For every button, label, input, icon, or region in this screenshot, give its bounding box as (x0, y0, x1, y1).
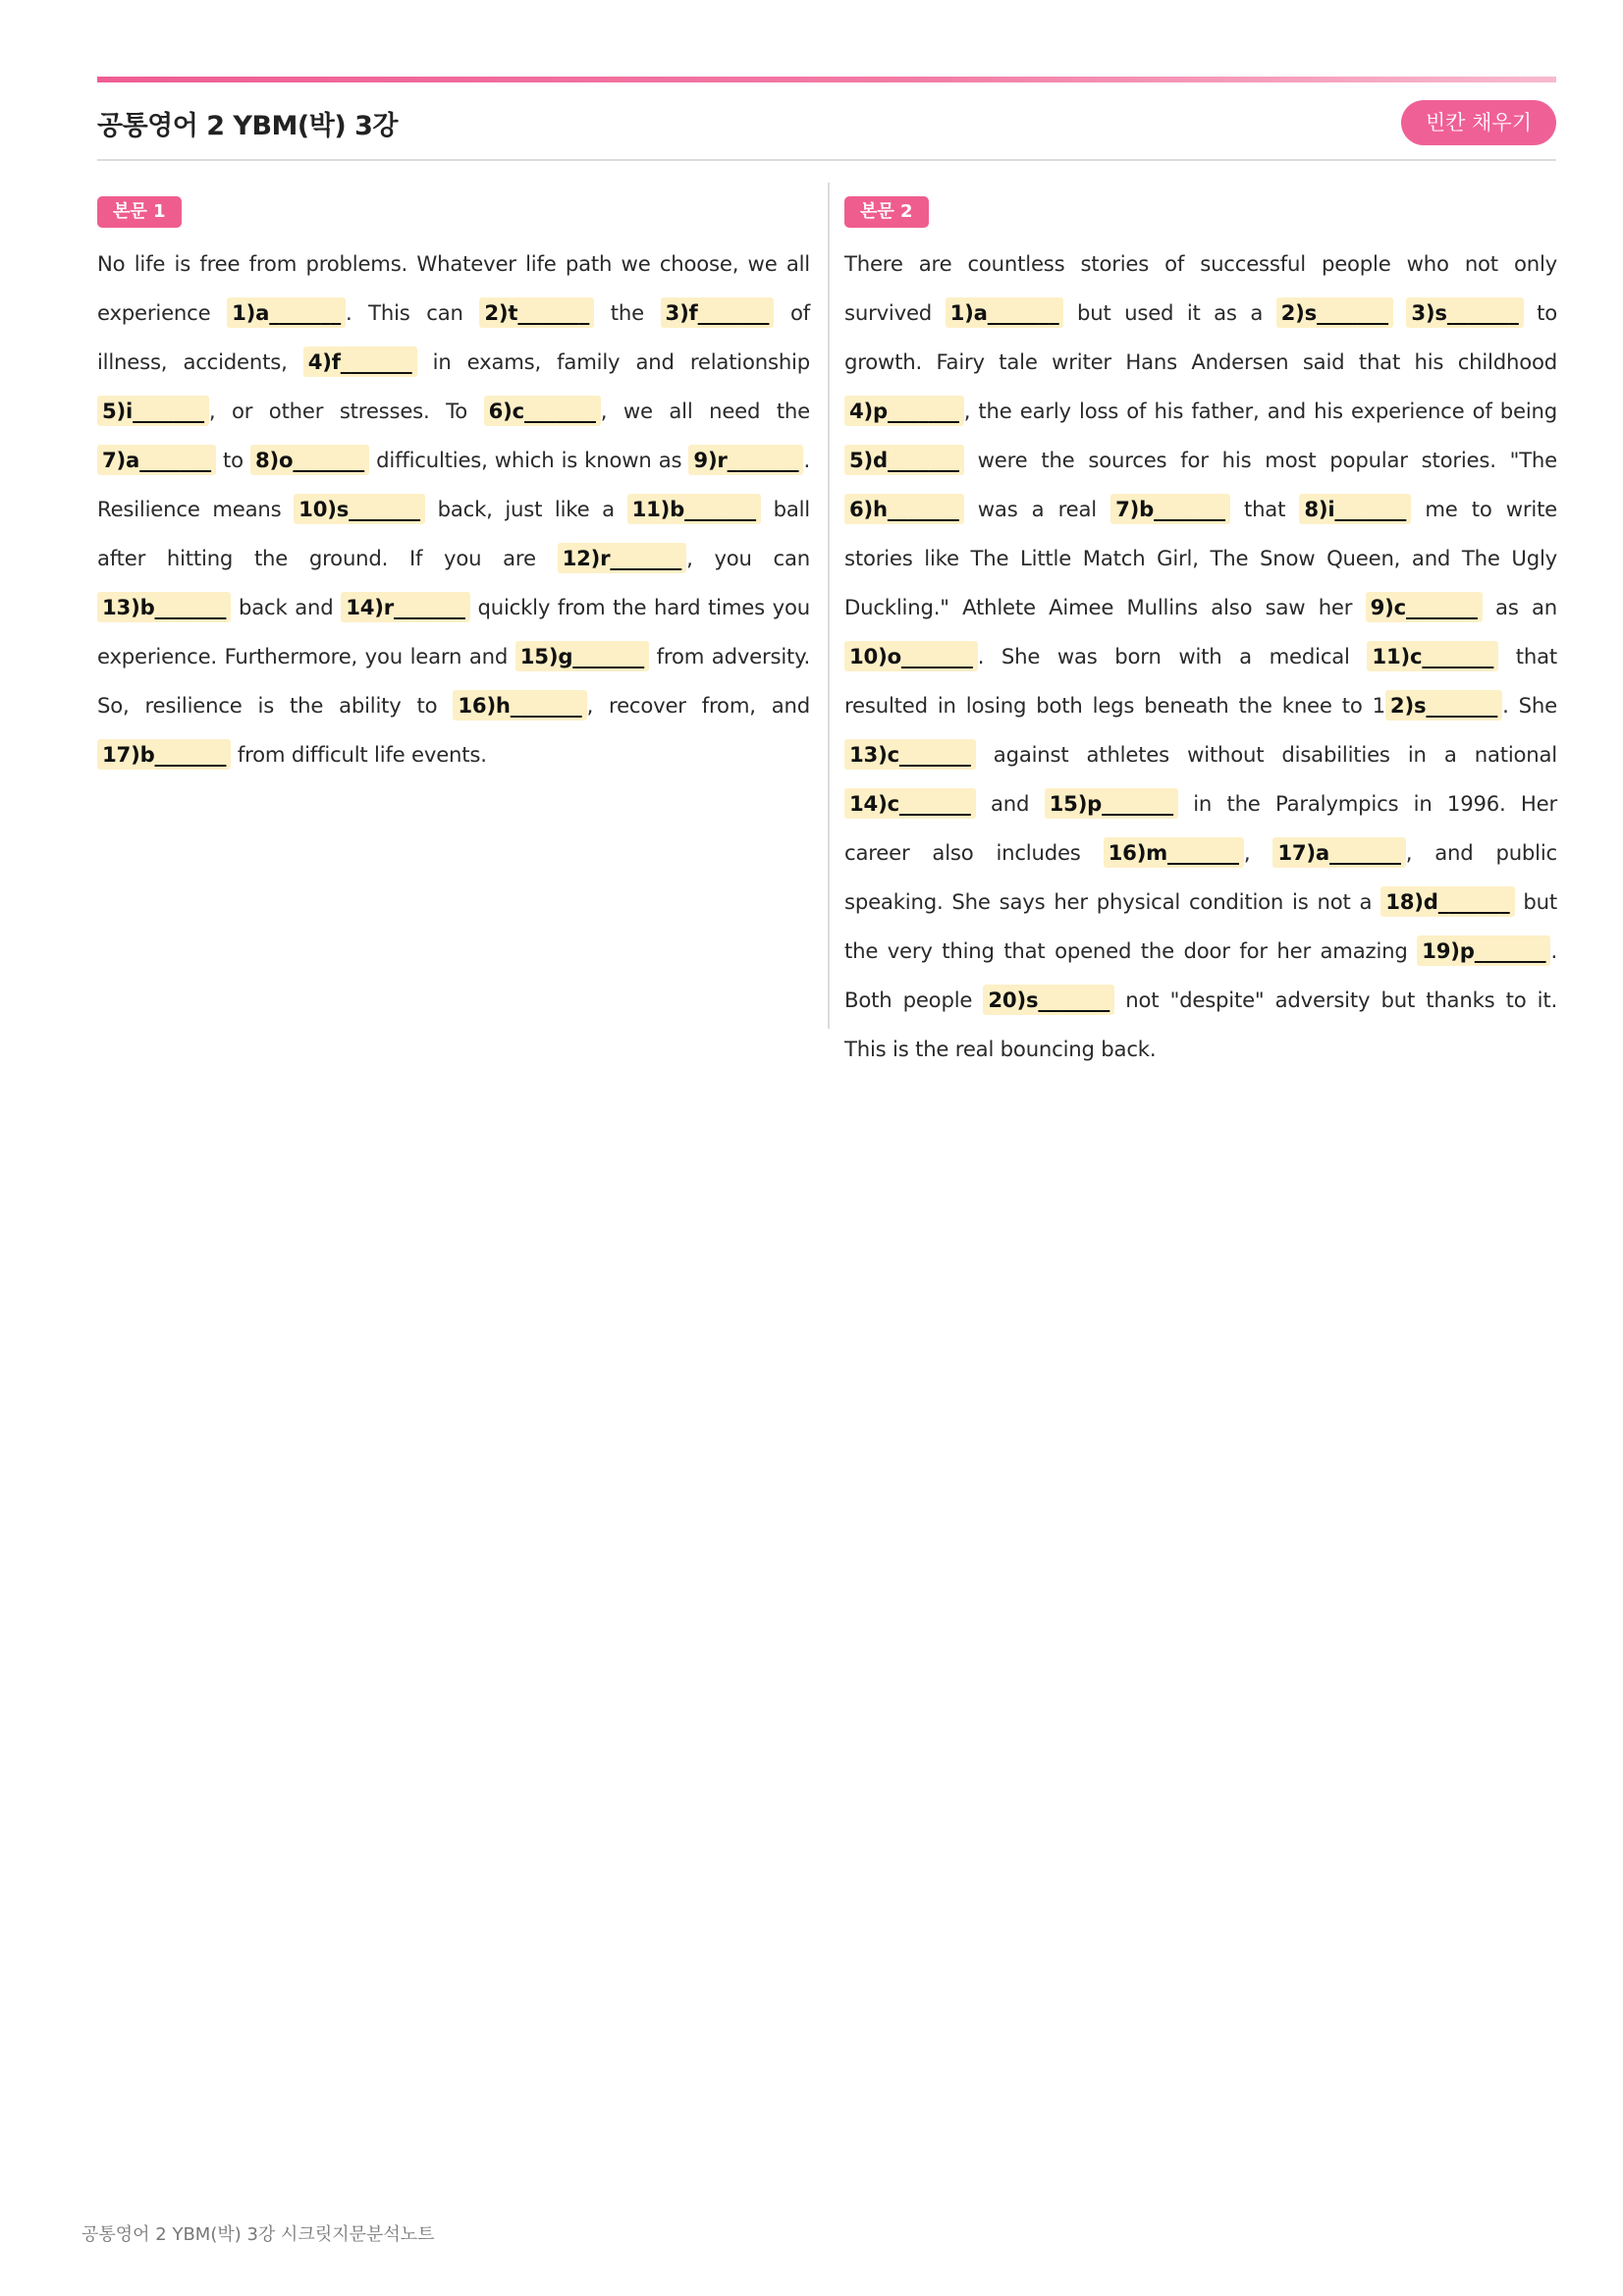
page-footer: 공통영어 2 YBM(박) 3강 시크릿지문분석노트 (81, 2224, 435, 2245)
passage-text: but the very thing that opened the door for her amazing (844, 889, 1557, 963)
blank-field[interactable]: 2)s_______ (1385, 690, 1502, 721)
passage-text: the (594, 300, 661, 325)
section-2 (844, 196, 1557, 1095)
blank-field[interactable]: 11)b_______ (627, 494, 761, 524)
blank-field[interactable]: 3)f_______ (661, 297, 775, 328)
passage-text: were the sources for his most popular stories. "The (963, 448, 1557, 472)
blank-field[interactable]: 6)h_______ (844, 494, 964, 524)
section-badge: 본문 2 (844, 196, 929, 228)
blank-field[interactable]: 17)a_______ (1272, 837, 1405, 868)
passage-text: quickly from the hard times you experience. Furthermore, you learn and (97, 595, 811, 668)
passage-text: , (1243, 840, 1273, 865)
blank-field[interactable]: 16)m_______ (1104, 837, 1244, 868)
blank-field[interactable]: 5)i_______ (97, 396, 209, 426)
blank-field[interactable]: 15)g_______ (515, 641, 649, 671)
blank-field[interactable]: 10)s_______ (294, 494, 425, 524)
blank-field[interactable]: 8)o_______ (250, 445, 369, 475)
fill-in-blank-button[interactable]: 빈칸 채우기 (1401, 100, 1556, 145)
blank-field[interactable]: 13)c_______ (844, 739, 976, 770)
header-accent-bar (97, 77, 1556, 82)
blank-field[interactable]: 2)t_______ (479, 297, 594, 328)
passage-text: from difficult life events. (231, 742, 487, 767)
passage-text: not "despite" adversity but thanks to it. This is the real bouncing back. (844, 988, 1558, 1061)
passage-text: . This can (345, 300, 480, 325)
passage-text: , we all need the (600, 399, 810, 423)
blank-field[interactable]: 16)h_______ (453, 690, 586, 721)
passage-text: of illness, accidents, (97, 300, 810, 374)
passage-text: to (215, 448, 250, 472)
blank-field[interactable]: 4)f_______ (303, 347, 417, 377)
passage-text: in exams, family and relationship (416, 349, 810, 374)
blank-field[interactable]: 4)p_______ (844, 396, 964, 426)
page-header (97, 96, 1556, 161)
blank-field[interactable]: 19)p_______ (1417, 935, 1550, 966)
blank-field[interactable]: 7)b_______ (1110, 494, 1230, 524)
blank-field[interactable]: 1)a_______ (946, 297, 1064, 328)
passage-text: . Both people (844, 938, 1557, 1012)
section-2-passage (844, 240, 1557, 1074)
blank-field[interactable]: 8)i_______ (1299, 494, 1411, 524)
blank-field[interactable]: 11)c_______ (1367, 641, 1498, 671)
passage-text: back and (231, 595, 342, 619)
passage-text: and (975, 791, 1045, 816)
passage-text: but used it as a (1063, 300, 1276, 325)
passage-text: There are countless stories of successful people who not only survived (844, 251, 1557, 325)
passage-text: , recover from, and (586, 693, 810, 718)
passage-text: that (1229, 497, 1300, 521)
passage-text: difficulties, which is known as (369, 448, 689, 472)
blank-field[interactable]: 9)c_______ (1366, 592, 1483, 622)
blank-field[interactable]: 17)b_______ (97, 739, 231, 770)
passage-text: from adversity. So, resilience is the ability to (97, 644, 810, 718)
passage-text: , and public speaking. She says her physical condition is not a (844, 840, 1557, 914)
passage-text: back, just like a (424, 497, 627, 521)
blank-field[interactable]: 10)o_______ (844, 641, 978, 671)
passage-text: in the Paralympics in 1996. Her career also includes (844, 791, 1557, 865)
section-1 (97, 196, 810, 800)
blank-field[interactable]: 12)r_______ (558, 543, 687, 573)
passage-text: . Resilience means (97, 448, 810, 521)
blank-field[interactable]: 13)b_______ (97, 592, 231, 622)
blank-field[interactable]: 14)c_______ (844, 788, 976, 819)
passage-text: was a real (963, 497, 1111, 521)
passage-text: as an (1482, 595, 1557, 619)
blank-field[interactable]: 5)d_______ (844, 445, 964, 475)
blank-field[interactable]: 1)a_______ (227, 297, 346, 328)
page-title: 공통영어 2 YBM(박) 3강 (97, 111, 398, 141)
blank-field[interactable]: 7)a_______ (97, 445, 216, 475)
passage-text: No life is free from problems. Whatever life path we choose, we all experience (97, 251, 810, 325)
column-divider (828, 183, 830, 1029)
passage-text: , the early loss of his father, and his experience of being (963, 399, 1557, 423)
blank-field[interactable]: 3)s_______ (1406, 297, 1523, 328)
blank-field[interactable]: 9)r_______ (688, 445, 803, 475)
passage-text: that resulted in losing both legs beneath the knee to 1 (844, 644, 1557, 718)
passage-text: to growth. Fairy tale writer Hans Andersen said that his childhood (844, 300, 1558, 374)
blank-field[interactable]: 15)p_______ (1045, 788, 1178, 819)
blank-field[interactable]: 14)r_______ (341, 592, 470, 622)
passage-text: , you can (686, 546, 810, 570)
passage-text: against athletes without disabilities in a national (975, 742, 1557, 767)
blank-field[interactable]: 2)s_______ (1276, 297, 1393, 328)
blank-field[interactable]: 18)d_______ (1380, 886, 1514, 917)
passage-text: , or other stresses. To (208, 399, 484, 423)
passage-text: . She (1502, 693, 1557, 718)
passage-text (1393, 300, 1407, 325)
section-badge: 본문 1 (97, 196, 182, 228)
section-1-passage (97, 240, 810, 779)
passage-text: ball after hitting the ground. If you are (97, 497, 810, 570)
blank-field[interactable]: 6)c_______ (484, 396, 601, 426)
passage-text: me to write stories like The Little Match Girl, The Snow Queen, and The Ugly Duckling." Athlete Aimee Mullins also saw her (844, 497, 1558, 619)
passage-text: . She was born with a medical (977, 644, 1368, 668)
blank-field[interactable]: 20)s_______ (983, 985, 1114, 1015)
